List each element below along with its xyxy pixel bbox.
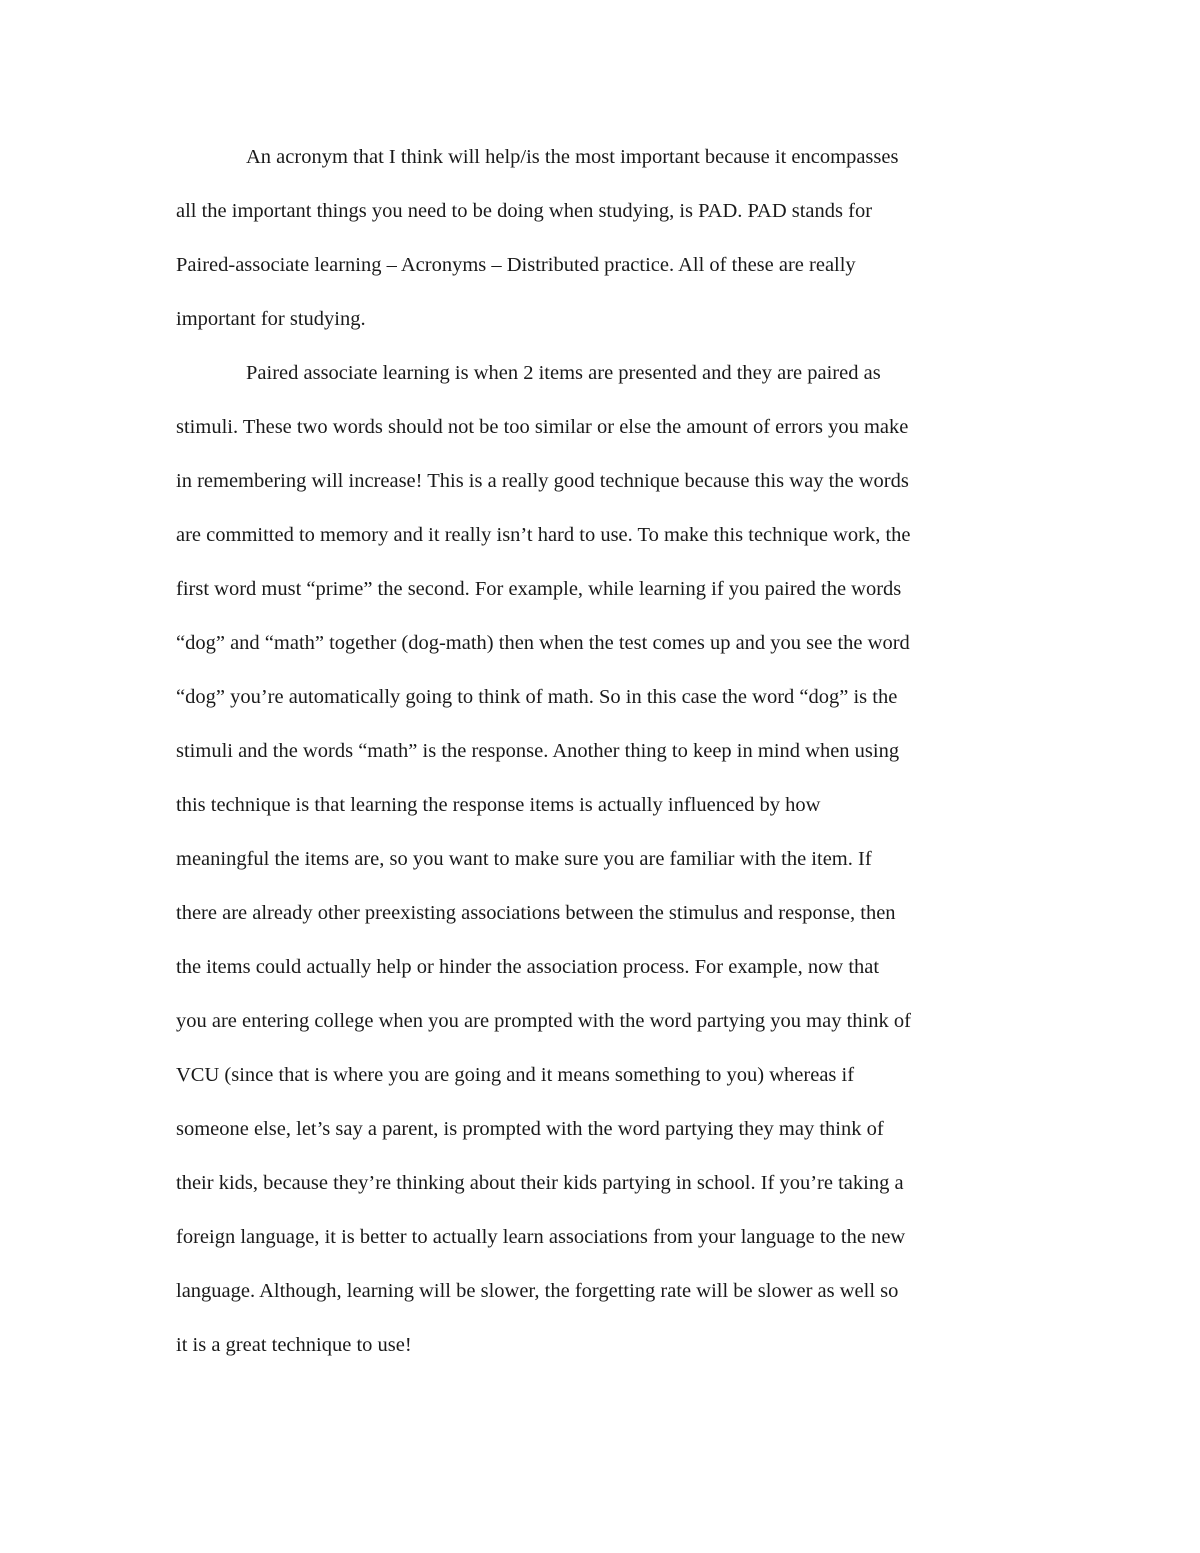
paragraph-2-line-19: it is a great technique to use! [176,1334,412,1356]
paragraph-2-line-2: stimuli. These two words should not be too similar or else the amount of errors you make [176,416,909,438]
paragraph-2-line-13: you are entering college when you are prompted with the word partying you may think of [176,1010,911,1032]
paragraph-1-line-2: all the important things you need to be doing when studying, is PAD. PAD stands for [176,200,873,222]
paragraph-2-line-9: this technique is that learning the response items is actually influenced by how [176,794,821,816]
paragraph-1-line-3: Paired-associate learning – Acronyms – Distributed practice. All of these are really [176,254,856,276]
paragraph-2-line-10: meaningful the items are, so you want to make sure you are familiar with the item. If [176,848,872,870]
paragraph-2-line-17: foreign language, it is better to actually learn associations from your language to the new [176,1226,906,1248]
paragraph-2-line-4: are committed to memory and it really isn’t hard to use. To make this technique work, the [176,524,911,546]
paragraph-2-line-1: Paired associate learning is when 2 items are presented and they are paired as [246,362,881,384]
paragraph-2-line-18: language. Although, learning will be slower, the forgetting rate will be slower as well so [176,1280,899,1302]
paragraph-1-line-1: An acronym that I think will help/is the most important because it encompasses [246,146,899,168]
paragraph-2-line-11: there are already other preexisting associations between the stimulus and response, then [176,902,896,924]
paragraph-2-line-15: someone else, let’s say a parent, is prompted with the word partying they may think of [176,1118,884,1140]
paragraph-2-line-8: stimuli and the words “math” is the response. Another thing to keep in mind when using [176,740,900,762]
paragraph-2-line-5: first word must “prime” the second. For example, while learning if you paired the words [176,578,902,600]
paragraph-2-line-12: the items could actually help or hinder the association process. For example, now that [176,956,880,978]
paragraph-2-line-16: their kids, because they’re thinking about their kids partying in school. If you’re taking a [176,1172,904,1194]
paragraph-2-line-14: VCU (since that is where you are going and it means something to you) whereas if [176,1064,855,1086]
paragraph-1-line-4: important for studying. [176,308,366,330]
paragraph-2-line-6: “dog” and “math” together (dog-math) then when the test comes up and you see the word [176,632,910,654]
paragraph-2-line-7: “dog” you’re automatically going to think of math. So in this case the word “dog” is the [176,686,898,708]
paragraph-2-line-3: in remembering will increase! This is a really good technique because this way the words [176,470,909,492]
